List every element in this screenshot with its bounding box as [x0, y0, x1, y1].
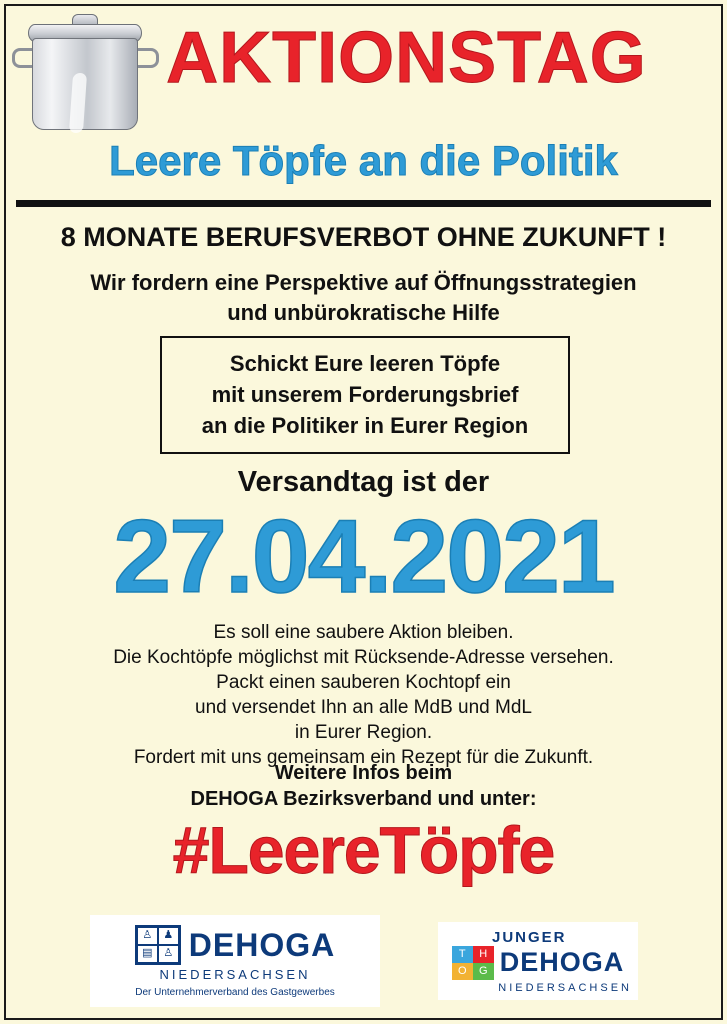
junger-dehoga-wordmark: DEHOGA	[499, 947, 625, 977]
junger-square-glyph-3: O	[452, 963, 473, 980]
instruction-line-6: Fordert mit uns gemeinsam ein Rezept für die Zukunft.	[133, 747, 594, 768]
page-title: AKTIONSTAG	[166, 18, 647, 98]
cta-line-1: Schickt Eure leeren Töpfe	[229, 351, 501, 376]
more-info-line-1: Weitere Infos beim	[274, 762, 453, 784]
junger-square-glyph-2: H	[473, 946, 494, 963]
dehoga-logo	[90, 915, 380, 1007]
dehoga-wordmark: DEHOGA	[188, 926, 336, 963]
dehoga-logo-row	[135, 925, 335, 965]
instructions-text	[0, 620, 727, 770]
more-info-line-2: DEHOGA Bezirksverband und unter:	[190, 788, 537, 810]
dehoga-crest-glyph-3: ▤	[137, 945, 158, 963]
dehoga-crest-icon	[135, 925, 181, 965]
instruction-line-5: in Eurer Region.	[294, 722, 433, 743]
junger-dehoga-top-word: JUNGER	[492, 928, 567, 946]
junger-square-glyph-4: G	[473, 963, 494, 980]
junger-dehoga-squares-icon	[452, 946, 494, 980]
call-to-action-box	[160, 336, 570, 454]
campaign-hashtag: #LeereTöpfe	[172, 813, 555, 887]
dehoga-crest-glyph-4: ♙	[158, 945, 179, 963]
dehoga-tagline: Der Unternehmerverband des Gastgewerbes	[135, 986, 335, 998]
cta-line-2: mit unserem Forderungsbrief	[211, 382, 519, 407]
dehoga-crest-glyph-1: ♙	[137, 927, 158, 945]
demand-text	[0, 268, 727, 328]
cta-line-3: an die Politiker in Eurer Region	[201, 413, 529, 438]
banner-line: 8 MONATE BERUFSVERBOT OHNE ZUKUNFT !	[60, 222, 667, 252]
instruction-line-4: und versendet Ihn an alle MdB und MdL	[195, 697, 532, 718]
junger-dehoga-logo	[438, 922, 638, 1000]
shipping-date: 27.04.2021	[113, 499, 614, 615]
dehoga-region: NIEDERSACHSEN	[159, 966, 311, 982]
instruction-line-1: Es soll eine saubere Aktion bleiben.	[213, 622, 514, 643]
divider	[16, 200, 711, 207]
junger-square-glyph-1: T	[452, 946, 473, 963]
junger-dehoga-region: NIEDERSACHSEN	[498, 981, 632, 994]
page-subtitle: Leere Töpfe an die Politik	[109, 137, 618, 184]
dehoga-crest-glyph-2: ♟	[158, 927, 179, 945]
more-info-text	[0, 760, 727, 812]
demand-line-1: Wir fordern eine Perspektive auf Öffnungsstrategien	[90, 270, 637, 295]
shipping-day-label: Versandtag ist der	[237, 466, 490, 498]
instruction-line-2: Die Kochtöpfe möglichst mit Rücksende-Adresse versehen.	[113, 647, 614, 668]
demand-line-2: und unbürokratische Hilfe	[227, 300, 500, 325]
junger-dehoga-logo-row	[452, 946, 625, 980]
instruction-line-3: Packt einen sauberen Kochtopf ein	[216, 672, 511, 693]
